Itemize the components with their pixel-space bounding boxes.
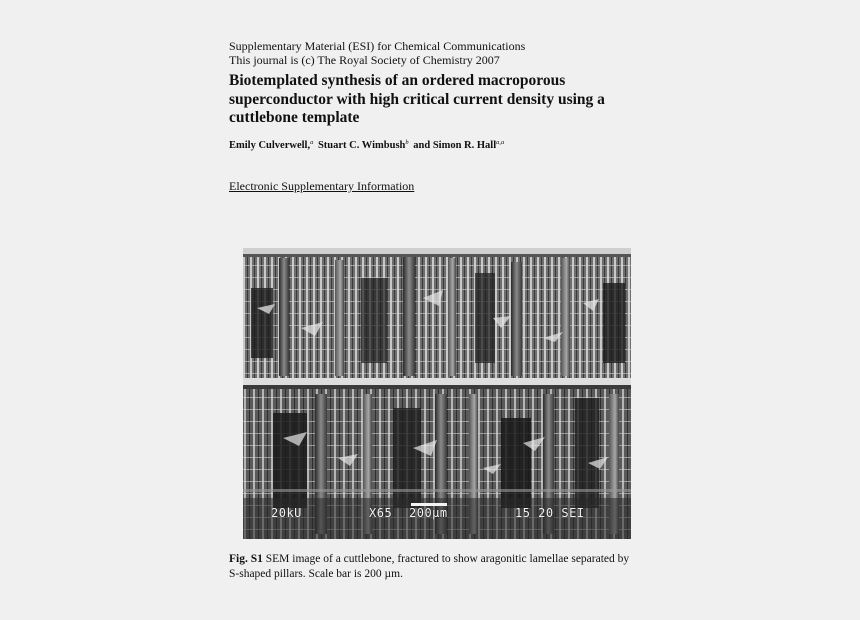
author-affiliation: a (310, 139, 314, 146)
figure-caption (229, 552, 639, 582)
author-list (229, 139, 506, 151)
author-name: and Simon R. Hall (413, 140, 497, 151)
sem-texture (243, 248, 631, 539)
sem-scale-label: 200µm (409, 506, 448, 520)
caption-label: Fig. S1 (229, 553, 263, 565)
author-affiliation: b (405, 139, 409, 146)
sem-voltage-label: 20kU (271, 506, 302, 520)
copyright-line: This journal is (c) The Royal Society of Chemistry 2007 (229, 53, 500, 67)
journal-line: Supplementary Material (ESI) for Chemical Communications (229, 39, 526, 53)
caption-text: SEM image of a cuttlebone, fractured to show aragonitic lamellae separated by S-shaped pillars. Scale bar is 200 µm. (229, 553, 630, 580)
author-name: Stuart C. Wimbush (317, 140, 406, 151)
sem-id-label: 15 20 SEI (515, 506, 585, 520)
sem-magnification-label: X65 (369, 506, 393, 520)
esi-link[interactable]: Electronic Supplementary Information (229, 179, 415, 193)
article-title: Biotemplated synthesis of an ordered macroporous superconductor with high critical current density using a cuttlebone template (229, 72, 605, 126)
author-affiliation: a,a (496, 139, 505, 146)
author-name: Emily Culverwell, (229, 140, 311, 151)
sem-micrograph (243, 248, 631, 539)
